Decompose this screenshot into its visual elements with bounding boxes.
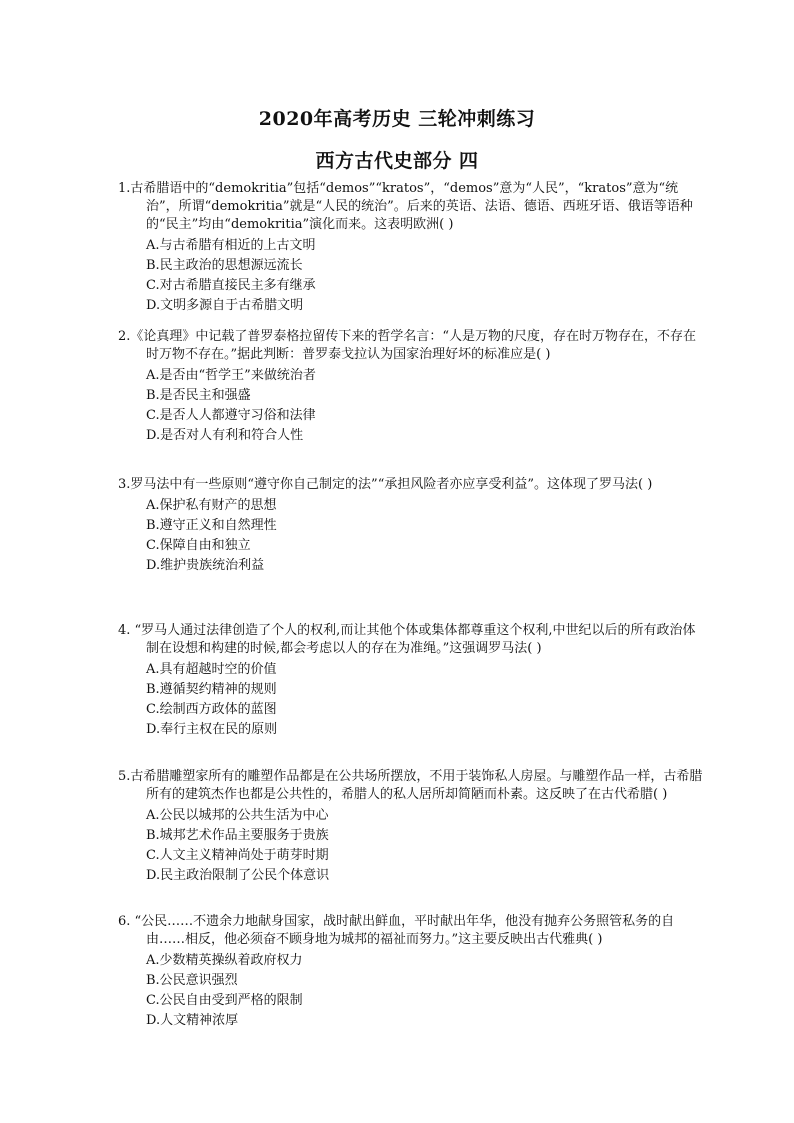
page-title: 2020年高考历史 三轮冲刺练习 [258, 108, 536, 130]
option-b: B.是否民主和强盛 [146, 388, 251, 403]
option-b: B.民主政治的思想源远流长 [146, 258, 303, 273]
options-list [118, 660, 708, 740]
question-6 [118, 913, 708, 1031]
options-list [118, 806, 708, 886]
options-list [118, 236, 708, 316]
options-list [118, 366, 708, 446]
question-stem: 6. “公民……不遗余力地献身国家，战时献出鲜血，平时献出年华，他没有抛弃公务照管私务的自由……相反，他必须奋不顾身地为城邦的福祉而努力。”这主要反映出古代雅典( ) [118, 914, 675, 947]
question-2 [118, 328, 708, 446]
option-c: C.是否人人都遵守习俗和法律 [146, 408, 316, 423]
question-5 [118, 768, 708, 886]
option-b: B.遵循契约精神的规则 [146, 682, 277, 697]
option-d: D.文明多源自于古希腊文明 [146, 298, 304, 313]
question-3 [118, 476, 708, 576]
option-d: D.奉行主权在民的原则 [146, 722, 278, 737]
option-b: B.遵守正义和自然理性 [146, 518, 277, 533]
option-a: A.具有超越时空的价值 [146, 662, 277, 677]
option-d: D.人文精神浓厚 [146, 1013, 239, 1028]
question-1 [118, 180, 708, 316]
option-b: B.城邦艺术作品主要服务于贵族 [146, 828, 329, 843]
question-stem: 4. “罗马人通过法律创造了个人的权利,而让其他个体或集体都尊重这个权利,中世纪以后的所有政治体制在设想和构建的时候,都会考虑以人的存在为准绳。”这强调罗马法( ) [118, 623, 696, 656]
option-d: D.是否对人有利和符合人性 [146, 428, 304, 443]
question-stem: 5.古希腊雕塑家所有的雕塑作品都是在公共场所摆放，不用于装饰私人房屋。与雕塑作品一样，古希腊所有的建筑杰作也都是公共性的，希腊人的私人居所却简陋而朴素。这反映了在古代希腊( ) [118, 769, 703, 802]
page-subtitle: 西方古代史部分 四 [315, 150, 479, 172]
option-d: D.维护贵族统治利益 [146, 558, 265, 573]
option-a: A.是否由“哲学王”来做统治者 [146, 368, 316, 383]
option-a: A.少数精英操纵着政府权力 [146, 953, 303, 968]
question-stem: 1.古希腊语中的“demokritia”包括“demos”“kratos”，“demos”意为“人民”，“kratos”意为“统治”，所谓“demokritia”就是“人民的统治”。后来的英语、法语、德语、西班牙语、俄语等语种的“民主”均由“demokritia”演化而来。这表明欧洲( ) [118, 181, 693, 232]
option-d: D.民主政治限制了公民个体意识 [146, 868, 330, 883]
option-c: C.对古希腊直接民主多有继承 [146, 278, 316, 293]
option-b: B.公民意识强烈 [146, 973, 238, 988]
option-c: C.人文主义精神尚处于萌芽时期 [146, 848, 329, 863]
option-a: A.公民以城邦的公共生活为中心 [146, 808, 329, 823]
option-a: A.与古希腊有相近的上古文明 [146, 238, 316, 253]
question-4 [118, 622, 708, 740]
option-a: A.保护私有财产的思想 [146, 498, 277, 513]
question-stem: 2.《论真理》中记载了普罗泰格拉留传下来的哲学名言：“人是万物的尺度，存在时万物存在，不存在时万物不存在。”据此判断：普罗泰戈拉认为国家治理好坏的标准应是( ) [118, 329, 697, 362]
options-list [118, 496, 708, 576]
question-stem: 3.罗马法中有一些原则“遵守你自己制定的法”“承担风险者亦应享受利益”。这体现了罗马法( ) [118, 477, 653, 492]
option-c: C.保障自由和独立 [146, 538, 251, 553]
options-list [118, 951, 708, 1031]
option-c: C.公民自由受到严格的限制 [146, 993, 303, 1008]
option-c: C.绘制西方政体的蓝图 [146, 702, 277, 717]
